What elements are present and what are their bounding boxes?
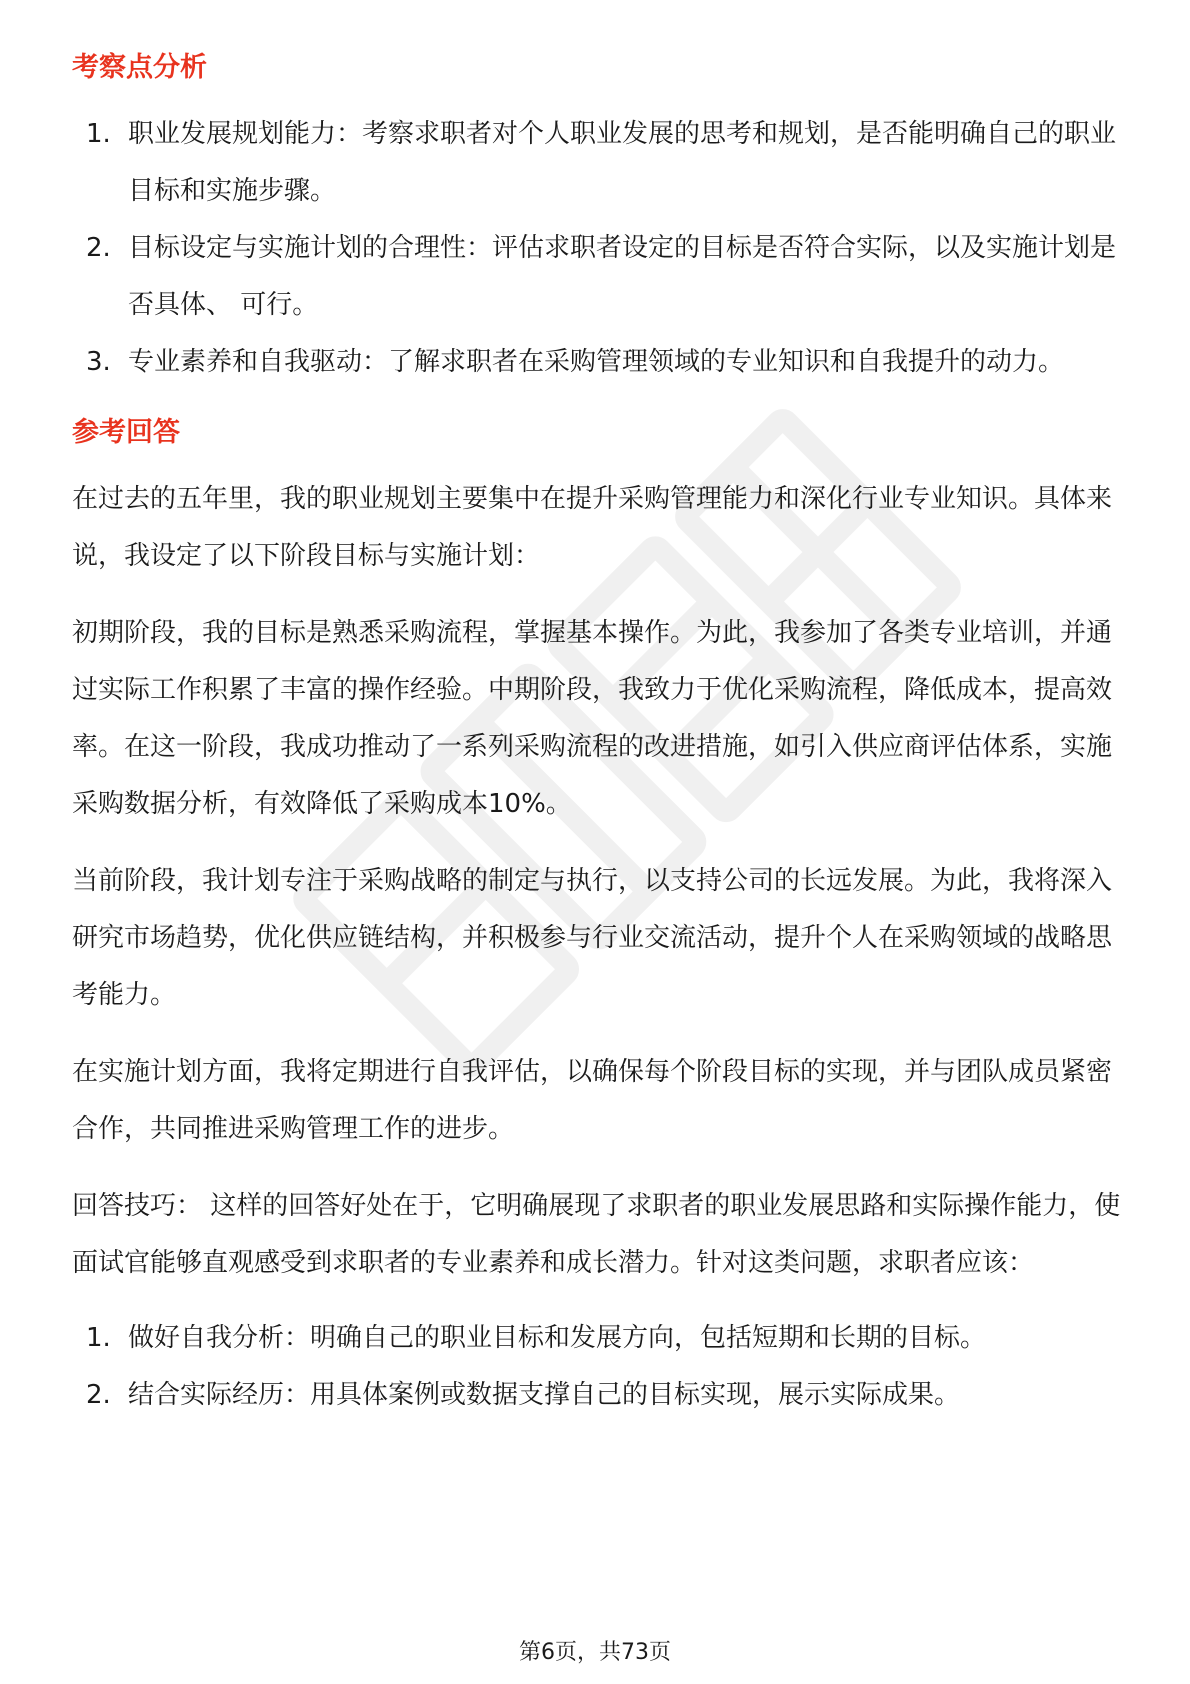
list-item: [72, 1310, 1122, 1367]
list-item: [72, 1367, 1122, 1424]
list-item: [72, 106, 1122, 220]
list-item-number: 1.: [86, 1323, 111, 1353]
list-item: [72, 220, 1122, 334]
list-item-number: 1.: [86, 119, 111, 149]
analysis-list: [72, 106, 1122, 391]
list-item-number: 2.: [86, 1380, 111, 1410]
list-item-text: 做好自我分析：明确自己的职业目标和发展方向，包括短期和长期的目标。: [128, 1323, 987, 1353]
answer-paragraph: 在实施计划方面，我将定期进行自我评估，以确保每个阶段目标的实现，并与团队成员紧密合作，共同推进采购管理工作的进步。: [72, 1057, 1113, 1144]
list-item-text: 结合实际经历：用具体案例或数据支撑自己的目标实现，展示实际成果。: [128, 1380, 961, 1410]
answer-section-title: 参考回答: [72, 417, 180, 448]
answer-paragraph: 初期阶段，我的目标是熟悉采购流程，掌握基本操作。为此，我参加了各类专业培训，并通过实际工作积累了丰富的操作经验。中期阶段，我致力于优化采购流程，降低成本，提高效率。在这一阶段，我成功推动了一系列采购流程的改进措施，如引入供应商评估体系，实施采购数据分析，有效降低了采购成本10%。: [72, 618, 1113, 819]
tips-intro-paragraph: 回答技巧： 这样的回答好处在于，它明确展现了求职者的职业发展思路和实际操作能力，使面试官能够直观感受到求职者的专业素养和成长潜力。针对这类问题，求职者应该：: [72, 1191, 1121, 1278]
tips-list: [72, 1310, 1122, 1424]
analysis-section-title: 考察点分析: [72, 52, 207, 83]
list-item: [72, 334, 1122, 391]
answer-paragraph: 在过去的五年里，我的职业规划主要集中在提升采购管理能力和深化行业专业知识。具体来说，我设定了以下阶段目标与实施计划：: [72, 484, 1113, 571]
main-content: [72, 48, 1122, 1424]
list-item-text: 目标设定与实施计划的合理性：评估求职者设定的目标是否符合实际，以及实施计划是否具体、 可行。: [128, 233, 1117, 320]
list-item-number: 2.: [86, 233, 111, 263]
list-item-text: 专业素养和自我驱动：了解求职者在采购管理领域的专业知识和自我提升的动力。: [128, 347, 1065, 377]
list-item-text: 职业发展规划能力：考察求职者对个人职业发展的思考和规划，是否能明确自己的职业目标和实施步骤。: [128, 119, 1117, 206]
answer-paragraph: 当前阶段，我计划专注于采购战略的制定与执行，以支持公司的长远发展。为此，我将深入研究市场趋势，优化供应链结构，并积极参与行业交流活动，提升个人在采购领域的战略思考能力。: [72, 866, 1113, 1010]
list-item-number: 3.: [86, 347, 111, 377]
page-number: 第6页，共73页: [519, 1640, 671, 1665]
